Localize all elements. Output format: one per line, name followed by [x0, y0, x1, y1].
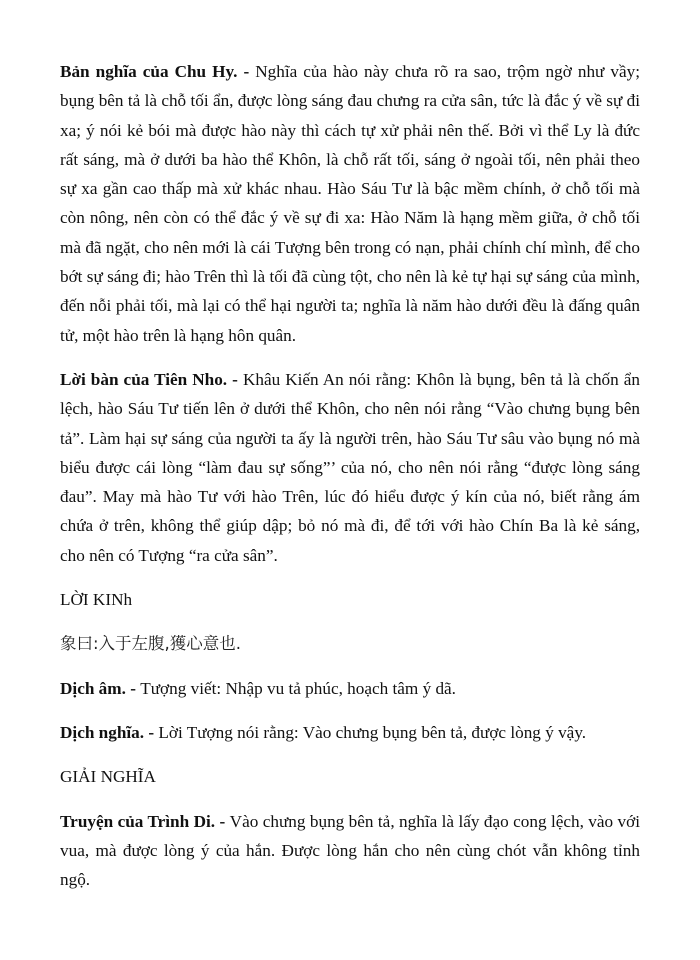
paragraph-separator: -: [215, 811, 230, 831]
section-heading-loi-kinh: LỜI KINh: [60, 590, 133, 610]
paragraph-truyen-trinh-di: [60, 807, 640, 895]
paragraph-tien-nho: [60, 365, 640, 570]
paragraph-separator: -: [144, 722, 159, 742]
paragraph-chu-hy: [60, 57, 640, 350]
paragraph-body: Khâu Kiến An nói rằng: Khôn là bụng, bên tả là chốn ẩn lệch, hào Sáu Tư tiến lên ở dưới thể Khôn, cho nên nói rằng “Vào chưng bụng bên tả”. Làm hại sự sáng của người ta ấy là người trên, hào Sáu Tư sâu vào bụng nó mà biểu được cái lòng “làm đau sự sống”’ của nó, cho nên nói rằng “được lòng sáng đau”. May mà hào Tư với hào Trên, lúc đó hiểu được ý kín của nó, biết rằng ám chứa ở trên, không thể giúp dập; bỏ nó mà đi, để tới với hào Chín Ba là kẻ sáng, cho nên có Tượng “ra cửa sân”.: [60, 369, 640, 565]
paragraph-lead: Dịch nghĩa.: [60, 722, 145, 742]
paragraph-separator: -: [125, 678, 141, 698]
paragraph-separator: -: [237, 62, 256, 81]
paragraph-lead: Truyện của Trình Di.: [60, 811, 216, 831]
paragraph-dich-nghia: [60, 718, 640, 747]
paragraph-body: Vào chưng bụng bên tả, nghĩa là lấy đạo cong lệch, vào với vua, mà được lòng ý của hắn. Được lòng hắn cho nên cùng chót vẫn không tỉnh ngộ.: [60, 811, 640, 890]
paragraph-dich-am: [60, 674, 640, 703]
paragraph-lead: Dịch âm.: [60, 678, 126, 698]
paragraph-separator: -: [227, 369, 243, 389]
paragraph-body: Tượng viết: Nhập vu tả phúc, hoạch tâm ý dã.: [140, 678, 456, 698]
chinese-classical-text: 象曰:入于左腹,獲心意也.: [60, 634, 242, 654]
paragraph-lead: Bản nghĩa của Chu Hy.: [60, 62, 238, 81]
paragraph-lead: Lời bàn của Tiên Nho.: [60, 369, 228, 389]
paragraph-body: Nghĩa của hào này chưa rõ ra sao, trộm ngờ như vầy; bụng bên tả là chỗ tối ẩn, được lòng sáng đau chưng ra cửa sân, tức là đắc ý về sự đi xa; ý nói kẻ bói mà được hào này thì cách tự xử phải nên thế. Bởi vì thể Ly là đức rất sáng, mà ở dưới ba hào thể Khôn, là chỗ rất tối, sáng ở ngoài tối, nên phải theo sự xa gần cao thấp mà xử khác nhau. Hào Sáu Tư là bậc mềm chính, ở chỗ tối mà còn nông, nên còn có thể đắc ý về sự đi xa: Hào Năm là hạng mềm giữa, ở chỗ tối mà đã ngặt, cho nên mới là cái Tượng bên trong có nạn, phải chính chí mình, để cho bớt sự sáng đi; hào Trên thì là tối đã cùng tột, cho nên là kẻ tự hại sự sáng của mình, đến nỗi phải tối, mà lại có thể hại người ta; nghĩa là năm hào dưới đều là đấng quân tử, một hào trên là hạng hôn quân.: [60, 62, 640, 345]
section-heading-giai-nghia: GIẢI NGHĨA: [60, 767, 156, 787]
document-page: [60, 57, 640, 909]
paragraph-body: Lời Tượng nói rằng: Vào chưng bụng bên tả, được lòng ý vậy.: [158, 722, 587, 742]
